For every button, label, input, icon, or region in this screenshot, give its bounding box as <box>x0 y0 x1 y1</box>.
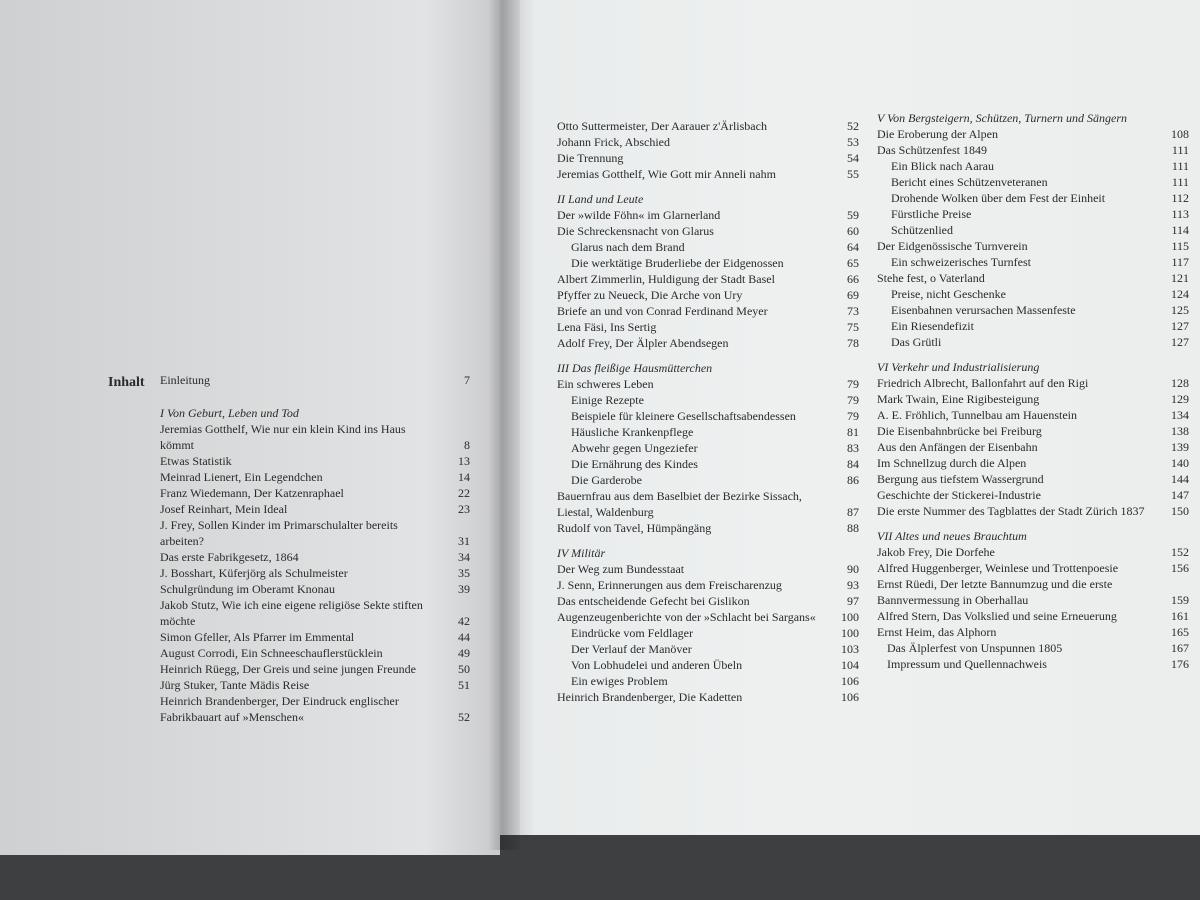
toc-entry <box>877 544 1189 560</box>
entry-page-number: 100 <box>841 626 859 640</box>
toc-entry <box>160 677 470 693</box>
toc-entry <box>557 424 859 440</box>
entry-page-number: 7 <box>464 373 470 387</box>
entry-title: Augenzeugenberichte von der »Schlacht bei Sargans« <box>557 610 816 624</box>
entry-title: Jakob Frey, Die Dorfehe <box>877 545 995 559</box>
entry-title: A. E. Fröhlich, Tunnelbau am Hauenstein <box>877 408 1077 422</box>
entry-page-number: 128 <box>1171 376 1189 390</box>
section-heading: VII Altes und neues Brauchtum <box>877 529 1027 543</box>
toc-entry <box>877 656 1189 672</box>
toc-entry <box>557 593 859 609</box>
toc-entry <box>877 142 1189 158</box>
entry-title: Ernst Rüedi, Der letzte Bannumzug und die erste Bannvermessung in Oberhallau <box>877 577 1113 607</box>
toc-entry <box>557 271 859 287</box>
entry-page-number: 161 <box>1171 609 1189 623</box>
entry-page-number: 88 <box>847 521 859 535</box>
entry-title: Von Lobhudelei und anderen Übeln <box>571 658 743 672</box>
section-heading: III Das fleißige Hausmütterchen <box>557 361 713 375</box>
entry-title: Der Eidgenössische Turnverein <box>877 239 1028 253</box>
entry-page-number: 84 <box>847 457 859 471</box>
entry-title: Lena Fäsi, Ins Sertig <box>557 320 657 334</box>
entry-page-number: 8 <box>464 438 470 452</box>
toc-column-2 <box>557 118 859 705</box>
entry-page-number: 108 <box>1171 127 1189 141</box>
entry-page-number: 78 <box>847 336 859 350</box>
entry-page-number: 147 <box>1171 488 1189 502</box>
toc-entry <box>557 239 859 255</box>
entry-title: Eindrücke vom Feldlager <box>571 626 693 640</box>
entry-page-number: 124 <box>1171 287 1189 301</box>
entry-page-number: 52 <box>847 119 859 133</box>
entry-title: Ein schweizerisches Turnfest <box>891 255 1031 269</box>
entry-title: Impressum und Quellennachweis <box>887 657 1047 671</box>
entry-title: Jeremias Gotthelf, Wie Gott mir Anneli nahm <box>557 167 776 181</box>
entry-page-number: 103 <box>841 642 859 656</box>
toc-entry <box>160 629 470 645</box>
entry-title: Die Eisenbahnbrücke bei Freiburg <box>877 424 1042 438</box>
toc-entry <box>877 375 1189 391</box>
entry-title: Im Schnellzug durch die Alpen <box>877 456 1027 470</box>
entry-page-number: 115 <box>1171 239 1189 253</box>
entry-title: Pfyffer zu Neueck, Die Arche von Ury <box>557 288 743 302</box>
entry-title: Franz Wiedemann, Der Katzenraphael <box>160 486 344 500</box>
entry-page-number: 69 <box>847 288 859 302</box>
toc-entry <box>557 472 859 488</box>
entry-page-number: 125 <box>1171 303 1189 317</box>
toc-entry <box>877 439 1189 455</box>
toc-entry <box>160 485 470 501</box>
entry-page-number: 111 <box>1171 175 1189 189</box>
book-gutter <box>488 0 520 850</box>
toc-entry <box>877 318 1189 334</box>
toc-entry <box>557 625 859 641</box>
entry-title: Häusliche Krankenpflege <box>571 425 694 439</box>
entry-page-number: 79 <box>847 377 859 391</box>
entry-page-number: 59 <box>847 208 859 222</box>
entry-title: Ein ewiges Problem <box>571 674 668 688</box>
entry-page-number: 14 <box>458 470 470 484</box>
toc-entry <box>877 423 1189 439</box>
toc-entry <box>557 657 859 673</box>
entry-title: Josef Reinhart, Mein Ideal <box>160 502 288 516</box>
entry-title: Der Weg zum Bundesstaat <box>557 562 685 576</box>
entry-title: Adolf Frey, Der Älpler Abendsegen <box>557 336 729 350</box>
toc-entry <box>557 118 859 134</box>
toc-entry <box>557 641 859 657</box>
toc-entry <box>557 303 859 319</box>
toc-entry <box>557 609 859 625</box>
entry-page-number: 54 <box>847 151 859 165</box>
entry-title: Das entscheidende Gefecht bei Gislikon <box>557 594 750 608</box>
entry-page-number: 144 <box>1171 472 1189 486</box>
entry-title: Heinrich Rüegg, Der Greis und seine jungen Freunde <box>160 662 416 676</box>
toc-entry <box>557 456 859 472</box>
entry-title: Preise, nicht Geschenke <box>891 287 1006 301</box>
entry-title: Die Schreckensnacht von Glarus <box>557 224 714 238</box>
entry-title: Bericht eines Schützenveteranen <box>891 175 1048 189</box>
entry-page-number: 42 <box>458 614 470 628</box>
entry-page-number: 100 <box>841 610 859 624</box>
entry-title: Bergung aus tiefstem Wassergrund <box>877 472 1044 486</box>
toc-column-3 <box>877 110 1189 672</box>
entry-page-number: 167 <box>1171 641 1189 655</box>
entry-title: Meinrad Lienert, Ein Legendchen <box>160 470 323 484</box>
entry-title: Das erste Fabrikgesetz, 1864 <box>160 550 299 564</box>
toc-entry <box>557 166 859 182</box>
entry-page-number: 60 <box>847 224 859 238</box>
entry-title: Briefe an und von Conrad Ferdinand Meyer <box>557 304 768 318</box>
entry-title: Das Grütli <box>891 335 942 349</box>
toc-entry <box>877 624 1189 640</box>
entry-page-number: 106 <box>841 690 859 704</box>
entry-title: Die Trennung <box>557 151 624 165</box>
toc-entry <box>877 206 1189 222</box>
entry-page-number: 31 <box>458 534 470 548</box>
toc-entry <box>877 222 1189 238</box>
entry-title: Fürstliche Preise <box>891 207 972 221</box>
toc-entry <box>877 334 1189 350</box>
toc-entry <box>557 561 859 577</box>
toc-entry <box>877 640 1189 656</box>
entry-page-number: 50 <box>458 662 470 676</box>
entry-title: Jakob Stutz, Wie ich eine eigene religiöse Sekte stiften möchte <box>160 598 423 628</box>
entry-title: Aus den Anfängen der Eisenbahn <box>877 440 1038 454</box>
entry-title: Einleitung <box>160 373 210 387</box>
entry-page-number: 34 <box>458 550 470 564</box>
toc-entry <box>160 453 470 469</box>
section-heading: II Land und Leute <box>557 192 644 206</box>
toc-entry <box>877 455 1189 471</box>
entry-title: Die Garderobe <box>571 473 642 487</box>
entry-page-number: 55 <box>847 167 859 181</box>
entry-title: Albert Zimmerlin, Huldigung der Stadt Basel <box>557 272 775 286</box>
entry-title: Ein Blick nach Aarau <box>891 159 994 173</box>
toc-entry <box>877 286 1189 302</box>
entry-title: Das Schützenfest 1849 <box>877 143 987 157</box>
toc-column-1 <box>160 372 470 725</box>
toc-entry <box>877 238 1189 254</box>
entry-title: Schulgründung im Oberamt Knonau <box>160 582 335 596</box>
entry-page-number: 86 <box>847 473 859 487</box>
toc-entry <box>160 372 470 388</box>
entry-page-number: 112 <box>1171 191 1189 205</box>
toc-entry <box>877 126 1189 142</box>
entry-page-number: 53 <box>847 135 859 149</box>
entry-title: Beispiele für kleinere Gesellschaftsabendessen <box>571 409 796 423</box>
toc-entry <box>557 223 859 239</box>
entry-page-number: 23 <box>458 502 470 516</box>
entry-page-number: 152 <box>1171 545 1189 559</box>
toc-entry <box>557 335 859 351</box>
toc-entry <box>160 661 470 677</box>
toc-entry <box>160 549 470 565</box>
entry-title: Stehe fest, o Vaterland <box>877 271 985 285</box>
entry-title: Bauernfrau aus dem Baselbiet der Bezirke Sissach, Liestal, Waldenburg <box>557 489 802 519</box>
toc-entry <box>557 577 859 593</box>
entry-page-number: 159 <box>1171 593 1189 607</box>
entry-title: Ernst Heim, das Alphorn <box>877 625 997 639</box>
toc-entry <box>557 488 859 520</box>
toc-entry <box>557 319 859 335</box>
toc-entry <box>557 376 859 392</box>
entry-page-number: 75 <box>847 320 859 334</box>
entry-title: Abwehr gegen Ungeziefer <box>571 441 698 455</box>
toc-entry <box>557 440 859 456</box>
toc-entry <box>160 645 470 661</box>
entry-title: Jürg Stuker, Tante Mädis Reise <box>160 678 310 692</box>
toc-entry <box>160 597 470 629</box>
section-heading: IV Militär <box>557 546 606 560</box>
entry-title: Heinrich Brandenberger, Der Eindruck englischer Fabrikbauart auf »Menschen« <box>160 694 399 724</box>
entry-page-number: 44 <box>458 630 470 644</box>
entry-page-number: 150 <box>1171 504 1189 518</box>
entry-page-number: 64 <box>847 240 859 254</box>
section-heading: V Von Bergsteigern, Schützen, Turnern und Sängern <box>877 111 1127 125</box>
toc-entry <box>877 407 1189 423</box>
toc-entry <box>877 254 1189 270</box>
toc-entry <box>877 608 1189 624</box>
entry-page-number: 165 <box>1171 625 1189 639</box>
toc-entry <box>557 408 859 424</box>
entry-title: Alfred Huggenberger, Weinlese und Trottenpoesie <box>877 561 1119 575</box>
entry-page-number: 81 <box>847 425 859 439</box>
entry-title: Jeremias Gotthelf, Wie nur ein klein Kind ins Haus kömmt <box>160 422 406 452</box>
entry-title: Einige Rezepte <box>571 393 644 407</box>
entry-page-number: 134 <box>1171 408 1189 422</box>
entry-page-number: 65 <box>847 256 859 270</box>
entry-title: Eisenbahnen verursachen Massenfeste <box>891 303 1076 317</box>
entry-title: Die werktätige Bruderliebe der Eidgenossen <box>571 256 784 270</box>
entry-page-number: 113 <box>1171 207 1189 221</box>
entry-page-number: 79 <box>847 409 859 423</box>
section-heading: VI Verkehr und Industrialisierung <box>877 360 1040 374</box>
entry-page-number: 90 <box>847 562 859 576</box>
spacer <box>160 388 470 396</box>
toc-entry <box>160 693 470 725</box>
entry-page-number: 79 <box>847 393 859 407</box>
entry-page-number: 35 <box>458 566 470 580</box>
entry-page-number: 13 <box>458 454 470 468</box>
toc-heading: Inhalt <box>108 375 145 390</box>
toc-entry <box>160 581 470 597</box>
entry-page-number: 121 <box>1171 271 1189 285</box>
entry-title: Heinrich Brandenberger, Die Kadetten <box>557 690 743 704</box>
toc-entry <box>557 134 859 150</box>
entry-page-number: 156 <box>1171 561 1189 575</box>
entry-title: Der Verlauf der Manöver <box>571 642 692 656</box>
entry-page-number: 87 <box>847 505 859 519</box>
toc-entry <box>557 673 859 689</box>
entry-page-number: 39 <box>458 582 470 596</box>
entry-page-number: 73 <box>847 304 859 318</box>
toc-entry <box>160 517 470 549</box>
entry-title: August Corrodi, Ein Schneeschauflerstücklein <box>160 646 383 660</box>
entry-page-number: 111 <box>1171 143 1189 157</box>
entry-title: Glarus nach dem Brand <box>571 240 685 254</box>
toc-entry <box>160 501 470 517</box>
toc-entry <box>557 207 859 223</box>
entry-title: J. Senn, Erinnerungen aus dem Freischarenzug <box>557 578 782 592</box>
entry-page-number: 127 <box>1171 319 1189 333</box>
entry-title: Otto Suttermeister, Der Aarauer z'Ärlisbach <box>557 119 767 133</box>
toc-entry <box>877 487 1189 503</box>
entry-title: Die Ernährung des Kindes <box>571 457 698 471</box>
entry-title: Johann Frick, Abschied <box>557 135 670 149</box>
entry-title: Der »wilde Föhn« im Glarnerland <box>557 208 721 222</box>
entry-title: Ein schweres Leben <box>557 377 654 391</box>
entry-page-number: 139 <box>1171 440 1189 454</box>
entry-page-number: 97 <box>847 594 859 608</box>
toc-entry <box>557 287 859 303</box>
entry-page-number: 93 <box>847 578 859 592</box>
toc-entry <box>877 560 1189 576</box>
entry-page-number: 106 <box>841 674 859 688</box>
entry-page-number: 176 <box>1171 657 1189 671</box>
entry-page-number: 129 <box>1171 392 1189 406</box>
entry-title: Drohende Wolken über dem Fest der Einheit <box>891 191 1106 205</box>
entry-title: Die erste Nummer des Tagblattes der Stadt Zürich 1837 <box>877 504 1145 518</box>
entry-page-number: 138 <box>1171 424 1189 438</box>
entry-page-number: 22 <box>458 486 470 500</box>
toc-entry <box>160 469 470 485</box>
toc-entry <box>877 158 1189 174</box>
entry-page-number: 114 <box>1171 223 1189 237</box>
toc-entry <box>557 150 859 166</box>
entry-title: Schützenlied <box>891 223 953 237</box>
entry-title: Etwas Statistik <box>160 454 232 468</box>
entry-title: Geschichte der Stickerei-Industrie <box>877 488 1041 502</box>
entry-page-number: 83 <box>847 441 859 455</box>
entry-title: Rudolf von Tavel, Hümpängäng <box>557 521 712 535</box>
entry-page-number: 140 <box>1171 456 1189 470</box>
toc-entry <box>877 302 1189 318</box>
entry-title: J. Bosshart, Küferjörg als Schulmeister <box>160 566 348 580</box>
entry-title: Friedrich Albrecht, Ballonfahrt auf den Rigi <box>877 376 1089 390</box>
toc-entry <box>877 174 1189 190</box>
entry-title: Mark Twain, Eine Rigibesteigung <box>877 392 1040 406</box>
entry-page-number: 52 <box>458 710 470 724</box>
toc-entry <box>877 471 1189 487</box>
entry-title: Simon Gfeller, Als Pfarrer im Emmental <box>160 630 355 644</box>
toc-entry <box>160 421 470 453</box>
entry-page-number: 104 <box>841 658 859 672</box>
entry-page-number: 127 <box>1171 335 1189 349</box>
entry-page-number: 49 <box>458 646 470 660</box>
entry-title: Alfred Stern, Das Volkslied und seine Erneuerung <box>877 609 1117 623</box>
entry-page-number: 111 <box>1171 159 1189 173</box>
entry-page-number: 66 <box>847 272 859 286</box>
entry-title: Die Eroberung der Alpen <box>877 127 998 141</box>
entry-title: Das Älplerfest von Unspunnen 1805 <box>887 641 1063 655</box>
entry-page-number: 51 <box>458 678 470 692</box>
section-heading: I Von Geburt, Leben und Tod <box>160 406 299 420</box>
toc-entry <box>877 190 1189 206</box>
entry-title: J. Frey, Sollen Kinder im Primarschulalter bereits arbeiten? <box>160 518 398 548</box>
toc-entry <box>877 270 1189 286</box>
toc-entry <box>877 503 1189 519</box>
entry-page-number: 117 <box>1171 255 1189 269</box>
toc-entry <box>877 576 1189 608</box>
toc-entry <box>557 689 859 705</box>
toc-entry <box>557 255 859 271</box>
toc-entry <box>160 565 470 581</box>
toc-entry <box>557 520 859 536</box>
toc-entry <box>557 392 859 408</box>
toc-entry <box>877 391 1189 407</box>
entry-title: Ein Riesendefizit <box>891 319 974 333</box>
